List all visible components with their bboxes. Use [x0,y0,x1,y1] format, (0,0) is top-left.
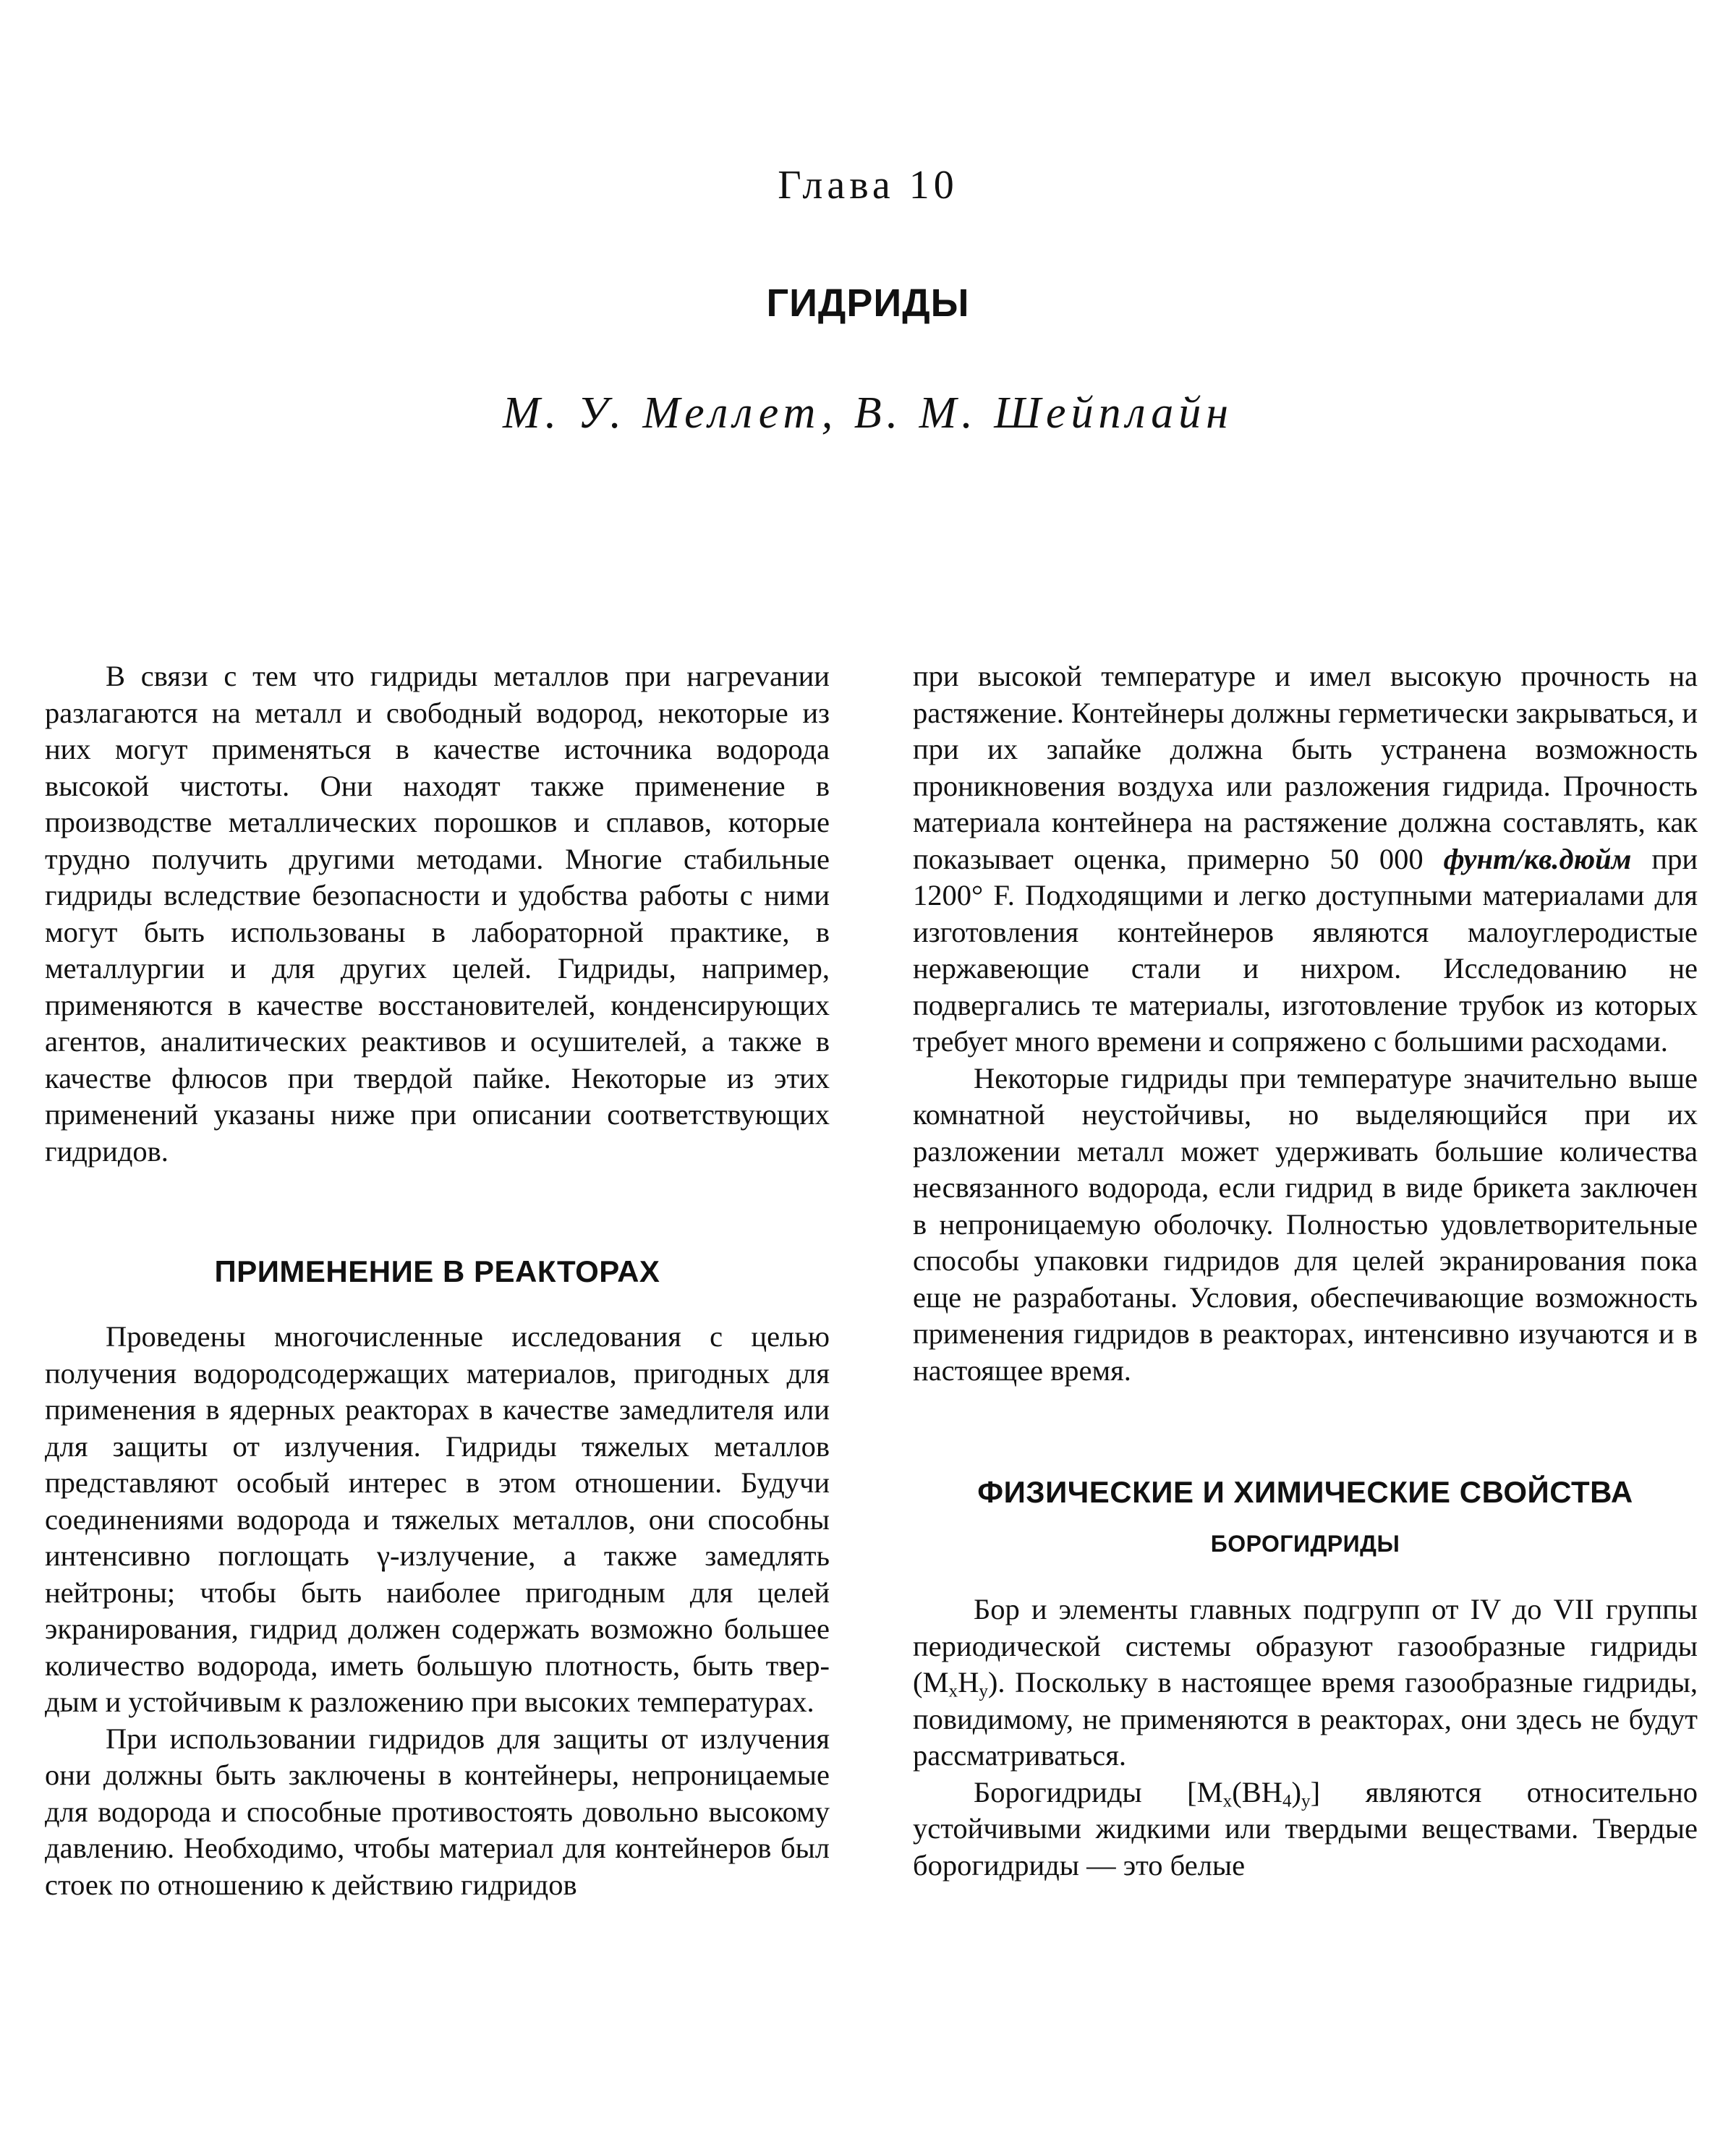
pressure-unit: фунт/кв.дюйм [1443,842,1632,875]
borohydride-formula: $[M_x(BH_4)_y]$ [1187,1775,1321,1811]
containers-text-before: при высокой температуре и имел высокую прочность на растяжение. Контейнеры должны герметически закрываться, и при их запайке должна быть устранена возможность проникновения воздуха или разложения гидрида. Прочность материала контейнера на растяжение должна составлять, как показывает оценка, примерно 50 000 [913,660,1698,875]
section-heading-reactors: ПРИМЕНЕНИЕ В РЕАКТОРАХ [214,1254,660,1288]
boron-text-part2: ). Поскольку в настоящее время газообразные гидриды, повидимому, не применяются в реакторах, они здесь не будут рассматриваться. [913,1666,1698,1772]
borohydride-text-rest: являются относительно устойчивыми жидкими или твердыми веществами. Твердые борогидриды — это белые [913,1775,1698,1882]
unstable-hydrides-paragraph: Некоторые гидриды при температуре значительно выше комнатной неустойчивы, но выделяющийся при их разложении металл может удерживать большие количества несвязанного водорода, если гидрид в виде брикета заключен в непроницаемую оболочку. Полностью удовлетворительные способы упаковки гидридов для целей экранирования пока еще не разработаны. Условия, обеспечивающие возможность применения гидридов в реакторах, интенсивно изучаются и в настоящее время. [913,1061,1698,1387]
left-column [45,658,830,2120]
borohydride-paragraph: Борогидриды $[M_x(BH_4)_y]$ являются относительно устойчивыми жидкими или твердыми веществами. Твердые борогидриды — это белые [913,1775,1698,1882]
reactors-paragraph-2: При использовании гидридов для защиты от излучения они должны быть заключены в контейнеры, непроницаемые для водорода и способные противостоять довольно высокому давлению. Необходимо, чтобы материал для контейнеров был стоек по отношению к действию гидридов [45,1722,830,1901]
gas-hydride-formula: $M_xH_y$ [922,1666,988,1701]
containers-text-after: при 1200° F. Подходящими и легко доступными материалами для изготовления контейнеров являются малоуглеродистые нержавеющие стали и нихром. Исследованию не подвергались те материалы, изготовление трубок из которых требует много времени и сопряжено с большими расходами. [913,842,1698,1058]
right-column [913,658,1698,2120]
authors: М. У. Меллет, В. М. Шейплайн [502,388,1234,438]
containers-paragraph [913,658,1698,1060]
intro-paragraph: В связи с тем что гидриды металлов при нагреvании разлагаются на металл и свободный водород, некоторые из них могут применяться в качестве источника водорода высокой чистоты. Они находят также применение в производстве металлических порошков и сплавов, которые трудно получить другими методами. Многие стабильные гидриды вследствие безопасности и удобства работы с ними могут быть использованы в лабораторной практике, в металлургии и для других целей. Гидриды, например, применяются в качестве восстановителей, конденсирующих агентов, аналитических реактивов и осушителей, а также в качестве флюсов при твердой пайке. Некоторые из этих применений указаны ниже при описании соответствующих гидридов. [45,660,830,1168]
section-heading-properties: ФИЗИЧЕСКИЕ И ХИМИЧЕСКИЕ СВОЙСТВА [977,1475,1633,1509]
boron-paragraph [913,1591,1698,1774]
chapter-title: ГИДРИДЫ [766,281,970,325]
sub-heading-borohydrides: БОРОГИДРИДЫ [1210,1531,1400,1557]
boron-text-part1: Бор и элементы главных подгрупп от IV до VII группы периодической системы образуют газообразные гидриды ( [913,1593,1698,1699]
reactors-paragraph-1: Проведены многочисленные исследования с целью получения водородсодержащих материалов, пригодных для применения в ядерных реакторах в качестве замедлителя или для защиты от излучения. Гидриды тяжелых металлов представляют особый интерес в этом отношении. Будучи соединениями водорода и тяжелых металлов, они способны интенсивно поглощать γ-излучение, а также замедлять нейтроны; чтобы быть наиболее пригодным для целей экранирования, гидрид должен содержать возможно большее количество водорода, иметь большую плотность, быть твердым и устойчивым к разложению при высоких температурах. [45,1320,830,1718]
chapter-label: Глава 10 [778,163,958,208]
